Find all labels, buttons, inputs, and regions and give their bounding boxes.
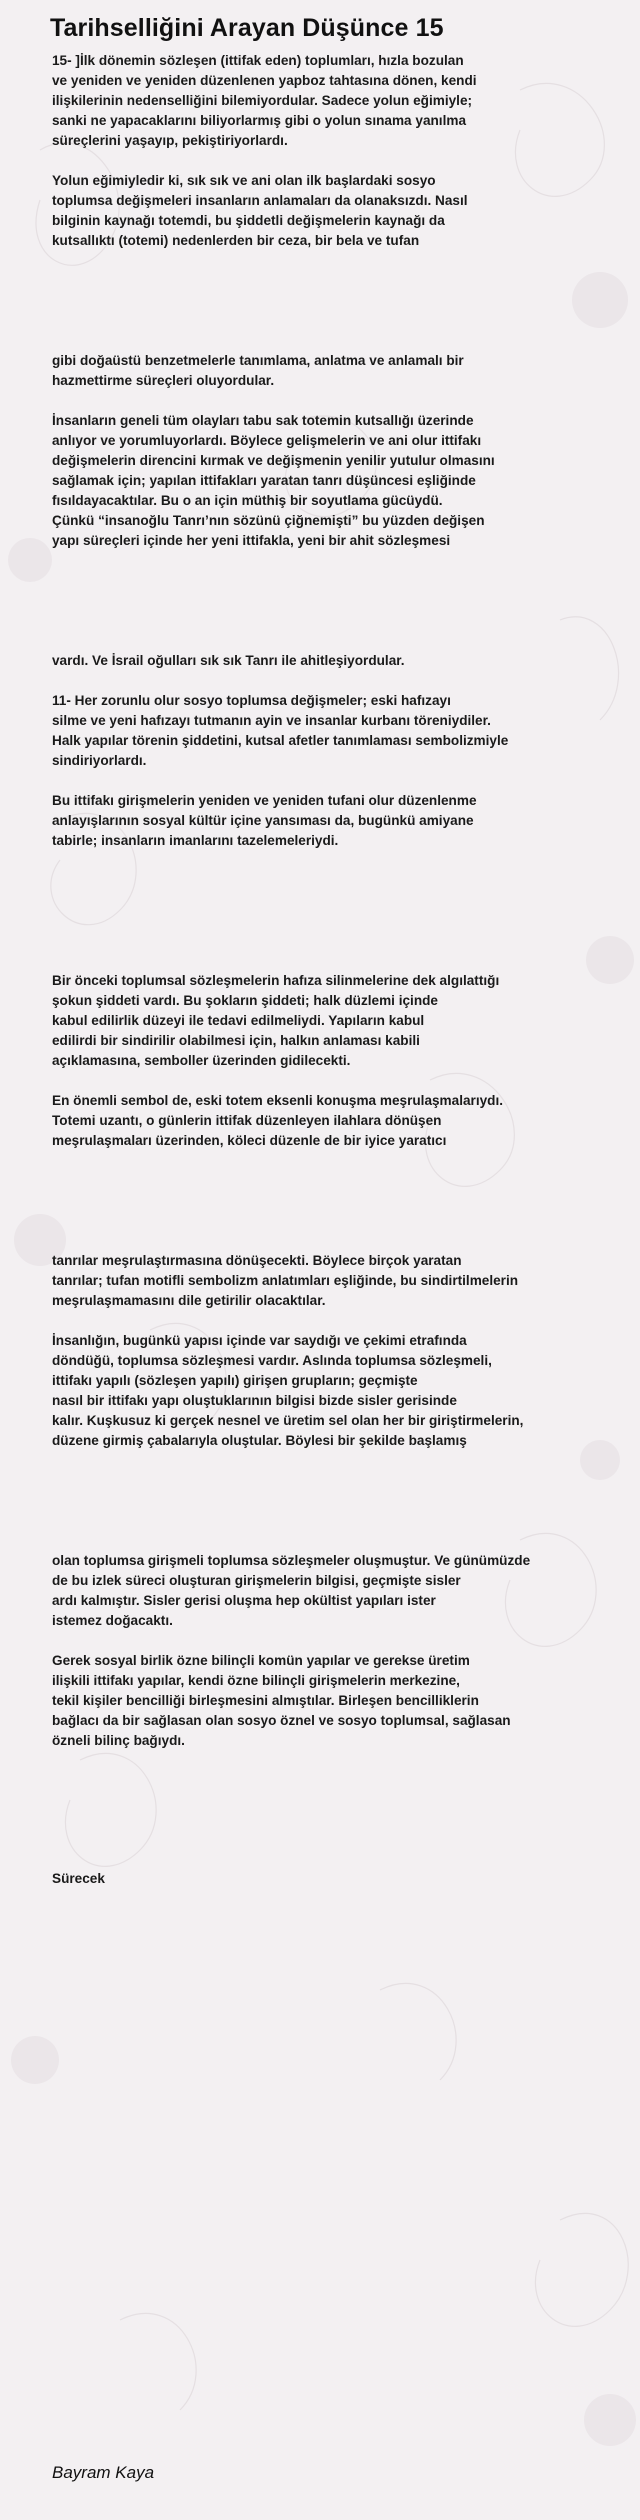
text-line: Bir önceki toplumsal sözleşmelerin hafıza silinmelerine dek algılattığı bbox=[52, 973, 500, 988]
text-line: vardı. Ve İsrail oğulları sık sık Tanrı ile ahitleşiyordular. bbox=[52, 653, 405, 668]
text-line: silme ve yeni hafızayı tutmanın ayin ve insanlar kurbanı töreniydiler. bbox=[52, 713, 491, 728]
text-line: değişmelerin direncini kırmak ve değişmenin yenilir yutulur olmasını bbox=[52, 453, 495, 468]
text-line: de bu izlek süreci oluşturan girişmelerin bilgisi, geçmişte sisler bbox=[52, 1573, 461, 1588]
paragraph-9 bbox=[52, 1091, 620, 1151]
paragraph-11 bbox=[52, 1331, 620, 1451]
text-line: istemez doğacaktı. bbox=[52, 1613, 173, 1628]
paragraph-12 bbox=[52, 1551, 620, 1631]
text-line: süreçlerini yaşayıp, pekiştiriyorlardı. bbox=[52, 133, 288, 148]
text-line: Halk yapılar törenin şiddetini, kutsal afetler tanımlaması sembolizmiyle bbox=[52, 733, 509, 748]
text-line: şokun şiddeti vardı. Bu şokların şiddeti; halk düzlemi içinde bbox=[52, 993, 438, 1008]
text-line: özneli bilinç bağıydı. bbox=[52, 1733, 185, 1748]
paragraph-2 bbox=[52, 171, 620, 251]
text-line: bilginin kaynağı totemdi, bu şiddetli değişmelerin kaynağı da bbox=[52, 213, 445, 228]
text-line: nasıl bir ittifakı yapı oluştuklarının bilgisi bizde sisler gerisinde bbox=[52, 1393, 457, 1408]
text-line: gibi doğaüstü benzetmelerle tanımlama, anlatma ve anlamalı bir bbox=[52, 353, 464, 368]
text-line: yapı süreçleri içinde her yeni ittifakla, yeni bir ahit sözleşmesi bbox=[52, 533, 451, 548]
text-line: anlayışlarının sosyal kültür içine yansıması da, bugünkü amiyane bbox=[52, 813, 474, 828]
text-line: döndüğü, toplumsa sözleşmesi vardır. Aslında toplumsa sözleşmeli, bbox=[52, 1353, 492, 1368]
paragraph-4 bbox=[52, 411, 620, 551]
text-line: ilişkili ittifakı yapılar, kendi özne bilinçli girişmelerin merkezine, bbox=[52, 1673, 460, 1688]
text-line: tabirle; insanların imanlarını tazelemeleriydi. bbox=[52, 833, 339, 848]
text-line: Gerek sosyal birlik özne bilinçli komün yapılar ve gerekse üretim bbox=[52, 1653, 470, 1668]
text-line: anlıyor ve yorumluyorlardı. Böylece gelişmelerin ve ani olur ittifakı bbox=[52, 433, 482, 448]
text-line: sağlamak için; yapılan ittifakları yaratan tanrı düşüncesi eşliğinde bbox=[52, 473, 476, 488]
paragraph-10 bbox=[52, 1251, 620, 1311]
text-line: düzene girmiş çabalarıyla oluştular. Böylesi bir şekilde başlamış bbox=[52, 1433, 467, 1448]
text-line: sindiriyorlardı. bbox=[52, 753, 147, 768]
text-line: Totemi uzantı, o günlerin ittifak düzenleyen ilahlara dönüşen bbox=[52, 1113, 442, 1128]
text-line: Bu ittifakı girişmelerin yeniden ve yeniden tufani olur düzenlenme bbox=[52, 793, 477, 808]
paragraph-13 bbox=[52, 1651, 620, 1751]
text-line: kutsallıktı (totemi) nedenlerden bir ceza, bir bela ve tufan bbox=[52, 233, 420, 248]
paragraph-5 bbox=[52, 651, 620, 671]
text-line: meşrulaşmamasını dile getirilir olacaktılar. bbox=[52, 1293, 326, 1308]
text-line: 11- Her zorunlu olur sosyo toplumsa değişmeler; eski hafızayı bbox=[52, 693, 451, 708]
text-line: toplumsa değişmeleri insanların anlamaları da olanaksızdı. Nasıl bbox=[52, 193, 468, 208]
text-line: edilirdi bir sindirilir olabilmesi için, halkın anlaması kabili bbox=[52, 1033, 420, 1048]
paragraph-6 bbox=[52, 691, 620, 771]
text-line: ittifakı yapılı (sözleşen yapılı) girişen grupların; geçmişte bbox=[52, 1373, 418, 1388]
text-line: tekil kişiler bencilliği birleşmesini almıştılar. Birleşen bencilliklerin bbox=[52, 1693, 479, 1708]
text-line: Yolun eğimiyledir ki, sık sık ve ani olan ilk başlardaki sosyo bbox=[52, 173, 436, 188]
text-line: fısıldayacaktılar. Bu o an için müthiş bir soyutlama gücüydü. bbox=[52, 493, 443, 508]
text-line: ilişkilerinin nedenselliğini bilemiyordular. Sadece yolun eğimiyle; bbox=[52, 93, 473, 108]
text-line: İnsanların geneli tüm olayları tabu sak totemin kutsallığı üzerinde bbox=[52, 413, 474, 428]
poem-title: Tarihselliğini Arayan Düşünce 15 bbox=[50, 14, 444, 42]
text-line: İnsanlığın, bugünkü yapısı içinde var saydığı ve çekimi etrafında bbox=[52, 1333, 467, 1348]
text-line: kalır. Kuşkusuz ki gerçek nesnel ve üretim sel olan her bir giriştirmelerin, bbox=[52, 1413, 524, 1428]
text-line: meşrulaşmaları üzerinden, köleci düzenle de bir iyice yaratıcı bbox=[52, 1133, 447, 1148]
text-line: Çünkü “insanoğlu Tanrı’nın sözünü çiğnemişti” bu yüzden değişen bbox=[52, 513, 485, 528]
paragraph-1 bbox=[52, 51, 620, 151]
text-line: En önemli sembol de, eski totem eksenli konuşma meşrulaşmalarıydı. bbox=[52, 1093, 504, 1108]
text-line: kabul edilirlik düzeyi ile tedavi edilmeliydi. Yapıların kabul bbox=[52, 1013, 425, 1028]
text-line: hazmettirme süreçleri oluyordular. bbox=[52, 373, 275, 388]
text-line: olan toplumsa girişmeli toplumsa sözleşmeler oluşmuştur. Ve günümüzde bbox=[52, 1553, 531, 1568]
continued-label: Sürecek bbox=[52, 1871, 105, 1886]
text-line: açıklamasına, semboller üzerinden gidilecekti. bbox=[52, 1053, 351, 1068]
author-name: Bayram Kaya bbox=[52, 2463, 155, 2482]
paragraph-7 bbox=[52, 791, 620, 851]
text-line: ardı kalmıştır. Sisler gerisi oluşma hep okültist yapıları ister bbox=[52, 1593, 436, 1608]
paragraph-8 bbox=[52, 971, 620, 1071]
text-line: bağlacı da bir sağlasan olan sosyo öznel ve sosyo toplumsal, sağlasan bbox=[52, 1713, 511, 1728]
text-line: tanrılar meşrulaştırmasına dönüşecekti. Böylece birçok yaratan bbox=[52, 1253, 462, 1268]
text-line: tanrılar; tufan motifli sembolizm anlatımları eşliğinde, bu sindirtilmelerin bbox=[52, 1273, 519, 1288]
paragraph-3 bbox=[52, 351, 620, 391]
text-line: sanki ne yapacaklarını biliyorlarmış gibi o yolun sınama yanılma bbox=[52, 113, 467, 128]
text-line: ve yeniden ve yeniden düzenlenen yapboz tahtasına dönen, kendi bbox=[52, 73, 477, 88]
text-line: 15- ]İlk dönemin sözleşen (ittifak eden) toplumları, hızla bozulan bbox=[52, 53, 464, 68]
